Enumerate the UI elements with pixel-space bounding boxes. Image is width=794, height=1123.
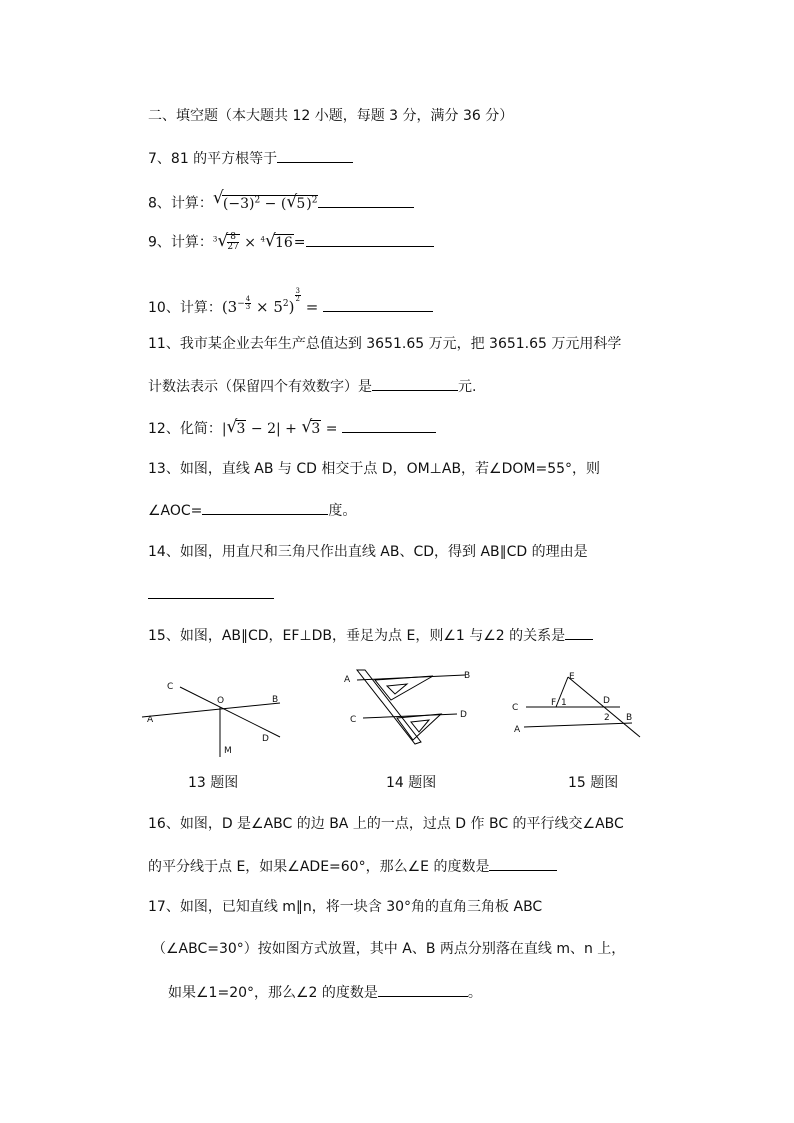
q13-line2-suffix: 度。 bbox=[328, 503, 357, 519]
q7-text: 7、81 的平方根等于 bbox=[148, 151, 278, 167]
q17-line1: 17、如图，已知直线 m∥n，将一块含 30°角的直角三角板 ABC bbox=[148, 899, 543, 915]
q15-text: 15、如图，AB∥CD，EF⊥DB，垂足为点 E，则∠1 与∠2 的关系是 bbox=[148, 628, 566, 644]
question-7 bbox=[148, 148, 353, 169]
fig13-label-m: M bbox=[224, 746, 232, 756]
q17-line2: （∠ABC=30°）按如图方式放置，其中 A、B 两点分别落在直线 m、n 上， bbox=[152, 941, 626, 957]
q8-prefix: 8、计算： bbox=[148, 195, 213, 212]
q10-answer-blank[interactable] bbox=[323, 297, 433, 312]
question-16-line2 bbox=[148, 856, 557, 877]
q17-suffix: 。 bbox=[467, 985, 482, 1001]
figure-15 bbox=[508, 665, 648, 755]
q10-prefix: 10、计算： bbox=[148, 300, 222, 316]
question-12 bbox=[148, 418, 436, 439]
q17-line3-text: 如果∠1=20°，那么∠2 的度数是 bbox=[168, 985, 378, 1001]
q11-line1: 11、我市某企业去年生产总值达到 3651.65 万元，把 3651.65 万元用科学 bbox=[148, 336, 622, 352]
fig13-label-b: B bbox=[272, 695, 279, 705]
q17-answer-blank[interactable] bbox=[378, 982, 468, 997]
q7-answer-blank[interactable] bbox=[277, 148, 353, 163]
q16-line1: 16、如图，D 是∠ABC 的边 BA 上的一点，过点 D 作 BC 的平行线交∠ABC bbox=[148, 816, 624, 832]
fig15-label-b: B bbox=[626, 713, 633, 723]
q12-expression: | √ 3 − 2| + √ 3 = bbox=[221, 417, 338, 437]
q8-expression: √ $(-3)^2$ − ( √ 5)$^2$ bbox=[212, 188, 318, 212]
fig15-label-d: D bbox=[603, 696, 610, 706]
q8-answer-blank[interactable] bbox=[318, 193, 414, 208]
fig15-label-2: 2 bbox=[604, 713, 610, 723]
q14-line1: 14、如图，用直尺和三角尺作出直线 AB、CD，得到 AB∥CD 的理由是 bbox=[148, 544, 588, 560]
q11-answer-blank[interactable] bbox=[372, 376, 458, 391]
q11-line2-text: 计数法表示（保留四个有效数字）是 bbox=[148, 379, 372, 395]
q13-answer-blank[interactable] bbox=[202, 500, 328, 515]
fig14-caption: 14 题图 bbox=[386, 775, 437, 791]
q11-suffix: 元. bbox=[458, 379, 477, 395]
fig13-caption: 13 题图 bbox=[188, 775, 239, 791]
fig15-label-a: A bbox=[514, 725, 521, 735]
q15-answer-blank[interactable] bbox=[565, 625, 593, 640]
section-title: 二、填空题（本大题共 12 小题，每题 3 分，满分 36 分） bbox=[148, 108, 514, 124]
q14-answer-blank[interactable] bbox=[148, 584, 274, 599]
fig15-label-1: 1 bbox=[561, 698, 567, 708]
q9-equals: = bbox=[293, 234, 306, 251]
fig15-label-e: E bbox=[569, 672, 575, 682]
fig15-caption: 15 题图 bbox=[568, 775, 619, 791]
fig14-label-c: C bbox=[350, 715, 357, 725]
question-17-line3 bbox=[168, 982, 482, 1003]
fig13-label-a: A bbox=[147, 715, 154, 725]
q16-answer-blank[interactable] bbox=[489, 856, 557, 871]
question-14-line2 bbox=[148, 584, 274, 605]
fig13-label-o: O bbox=[217, 696, 225, 706]
q12-prefix: 12、化简： bbox=[148, 421, 222, 437]
question-13-line2 bbox=[148, 500, 356, 521]
q13-line2-prefix: ∠AOC= bbox=[148, 503, 203, 519]
q9-answer-blank[interactable] bbox=[306, 232, 434, 247]
q16-line2-text: 的平分线于点 E，如果∠ADE=60°，那么∠E 的度数是 bbox=[148, 859, 490, 875]
fig15-label-c: C bbox=[512, 703, 519, 713]
fig14-label-b: B bbox=[464, 671, 471, 681]
q13-line1: 13、如图，直线 AB 与 CD 相交于点 D，OM⊥AB，若∠DOM=55°，则 bbox=[148, 461, 601, 477]
fig14-label-d: D bbox=[460, 710, 467, 720]
q10-expression: ($3^{- \frac{4}{3}}$ × $5^2$) $^{\frac{3}{2}}$ = bbox=[221, 287, 319, 316]
q9-expression: $^3$ √ $\frac{8}{27}$ × $^4$ √ 16 bbox=[212, 230, 293, 253]
question-10 bbox=[148, 286, 433, 318]
question-11-line2 bbox=[148, 376, 476, 397]
fig13-label-c: C bbox=[167, 682, 174, 692]
question-8 bbox=[148, 190, 414, 214]
q9-prefix: 9、计算： bbox=[148, 234, 213, 251]
question-15 bbox=[148, 625, 593, 646]
q12-answer-blank[interactable] bbox=[342, 418, 436, 433]
figure-13 bbox=[140, 665, 300, 765]
fig14-label-a: A bbox=[344, 675, 351, 685]
fig15-label-f: F bbox=[551, 698, 557, 708]
figure-14 bbox=[335, 660, 485, 755]
fig13-label-d: D bbox=[262, 734, 269, 744]
question-9 bbox=[148, 229, 434, 253]
